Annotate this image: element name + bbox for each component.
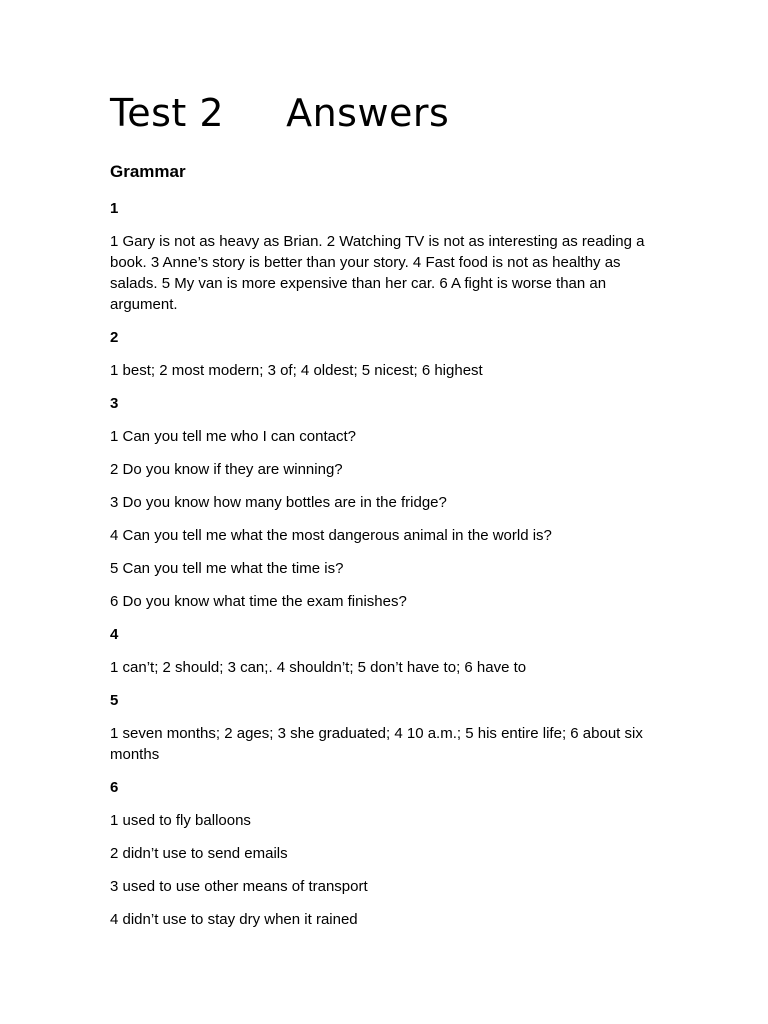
answer-line: 2 didn’t use to send emails xyxy=(110,845,288,862)
page-title xyxy=(110,90,449,136)
title-answers: Answers xyxy=(286,91,450,135)
exercise-number: 4 xyxy=(110,626,119,643)
answer-line: 4 Can you tell me what the most dangerous animal in the world is? xyxy=(110,527,552,544)
answer-line: 1 seven months; 2 ages; 3 she graduated; 4 10 a.m.; 5 his entire life; 6 about six months xyxy=(110,725,643,763)
answer-line: 2 Do you know if they are winning? xyxy=(110,461,343,478)
exercise-list xyxy=(110,198,670,942)
exercise-number: 3 xyxy=(110,395,119,412)
answer-line: 1 Can you tell me who I can contact? xyxy=(110,428,356,445)
answer-line: 5 Can you tell me what the time is? xyxy=(110,560,344,577)
answer-line: 1 Gary is not as heavy as Brian. 2 Watching TV is not as interesting as reading a book. 3 Anne’s story is better than your story. 4 Fast food is not as healthy as salads. 5 My van is more expensive than her car. 6 A fight is worse than an argument. xyxy=(110,233,645,313)
answer-line: 4 didn’t use to stay dry when it rained xyxy=(110,911,358,928)
answer-line: 1 best; 2 most modern; 3 of; 4 oldest; 5 nicest; 6 highest xyxy=(110,362,483,379)
answer-line: 3 used to use other means of transport xyxy=(110,878,368,895)
exercise-number: 5 xyxy=(110,692,119,709)
section-heading-grammar: Grammar xyxy=(110,162,186,181)
exercise-number: 1 xyxy=(110,200,119,217)
answer-line: 1 can’t; 2 should; 3 can;. 4 shouldn’t; 5 don’t have to; 6 have to xyxy=(110,659,527,676)
answer-line: 3 Do you know how many bottles are in the fridge? xyxy=(110,494,447,511)
exercise-number: 6 xyxy=(110,779,119,796)
answer-line: 1 used to fly balloons xyxy=(110,812,251,829)
exercise-number: 2 xyxy=(110,329,119,346)
answer-line: 6 Do you know what time the exam finishes? xyxy=(110,593,407,610)
title-test-number: Test 2 xyxy=(110,91,225,135)
